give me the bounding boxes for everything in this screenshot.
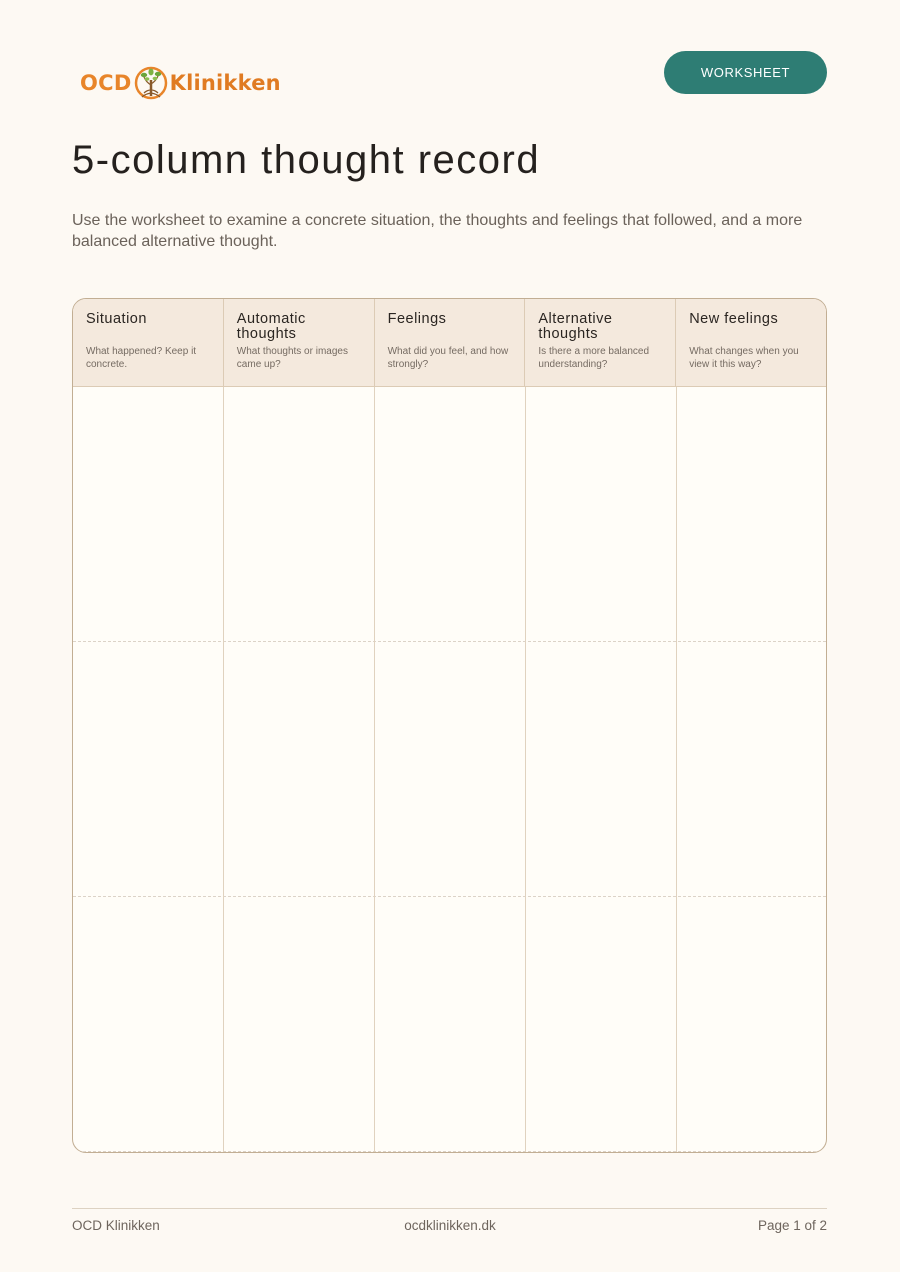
- column-hint: What changes when you view it this way?: [689, 346, 799, 370]
- column-title: Alternative thoughts: [538, 311, 613, 342]
- logo-text-klinikken: Klinikken: [169, 71, 281, 95]
- logo: [80, 63, 281, 103]
- column-header-automatic-thoughts: [224, 299, 375, 386]
- table-cell-feelings[interactable]: [375, 642, 526, 896]
- table-cell-automatic-thoughts[interactable]: [224, 642, 375, 896]
- column-hint: What happened? Keep it concrete.: [86, 346, 197, 370]
- table-cell-new-feelings[interactable]: [677, 897, 827, 1151]
- column-title: Situation: [86, 311, 147, 327]
- column-header-alternative-thoughts: [525, 299, 676, 386]
- footer-website: ocdklinikken.dk: [404, 1218, 496, 1233]
- table-body: [73, 387, 826, 1152]
- column-title: Feelings: [387, 311, 447, 327]
- tree-logo-icon: [133, 63, 169, 103]
- table-cell-feelings[interactable]: [375, 387, 526, 641]
- column-divider: [223, 387, 224, 1152]
- table-cell-feelings[interactable]: [375, 897, 526, 1151]
- column-title: New feelings: [689, 311, 779, 327]
- column-header-feelings: [375, 299, 526, 386]
- column-header-situation: [73, 299, 224, 386]
- column-hint: Is there a more balanced understanding?: [538, 346, 650, 370]
- column-header-new-feelings: [676, 299, 826, 386]
- footer-divider: [72, 1208, 827, 1209]
- table-row: [73, 897, 826, 1152]
- table-row: [73, 387, 826, 642]
- column-hint: What thoughts or images came up?: [236, 346, 348, 370]
- table-header: [73, 299, 826, 387]
- table-cell-alternative-thoughts[interactable]: [526, 387, 677, 641]
- table-cell-new-feelings[interactable]: [677, 642, 827, 896]
- footer-org-name: OCD Klinikken: [72, 1218, 160, 1233]
- footer-page-number: Page 1 of 2: [757, 1218, 827, 1233]
- table-cell-situation[interactable]: [73, 387, 224, 641]
- logo-text-ocd: OCD: [80, 71, 132, 95]
- table-cell-automatic-thoughts[interactable]: [224, 897, 375, 1151]
- intro-text: Use the worksheet to examine a concrete situation, the thoughts and feelings that followed, and a more balanced alternative thought.: [72, 212, 803, 250]
- table-cell-alternative-thoughts[interactable]: [526, 897, 677, 1151]
- table-row: [73, 642, 826, 897]
- table-cell-new-feelings[interactable]: [677, 387, 827, 641]
- table-cell-situation[interactable]: [73, 897, 224, 1151]
- table-cell-situation[interactable]: [73, 642, 224, 896]
- column-divider: [676, 387, 677, 1152]
- column-hint: What did you feel, and how strongly?: [387, 346, 509, 370]
- worksheet-badge: WORKSHEET: [664, 51, 827, 94]
- column-divider: [374, 387, 375, 1152]
- table-cell-automatic-thoughts[interactable]: [224, 387, 375, 641]
- table-cell-alternative-thoughts[interactable]: [526, 642, 677, 896]
- page-title: 5-column thought record: [72, 138, 541, 182]
- column-divider: [525, 387, 526, 1152]
- column-title: Automatic thoughts: [236, 311, 306, 342]
- thought-record-table: [72, 298, 827, 1153]
